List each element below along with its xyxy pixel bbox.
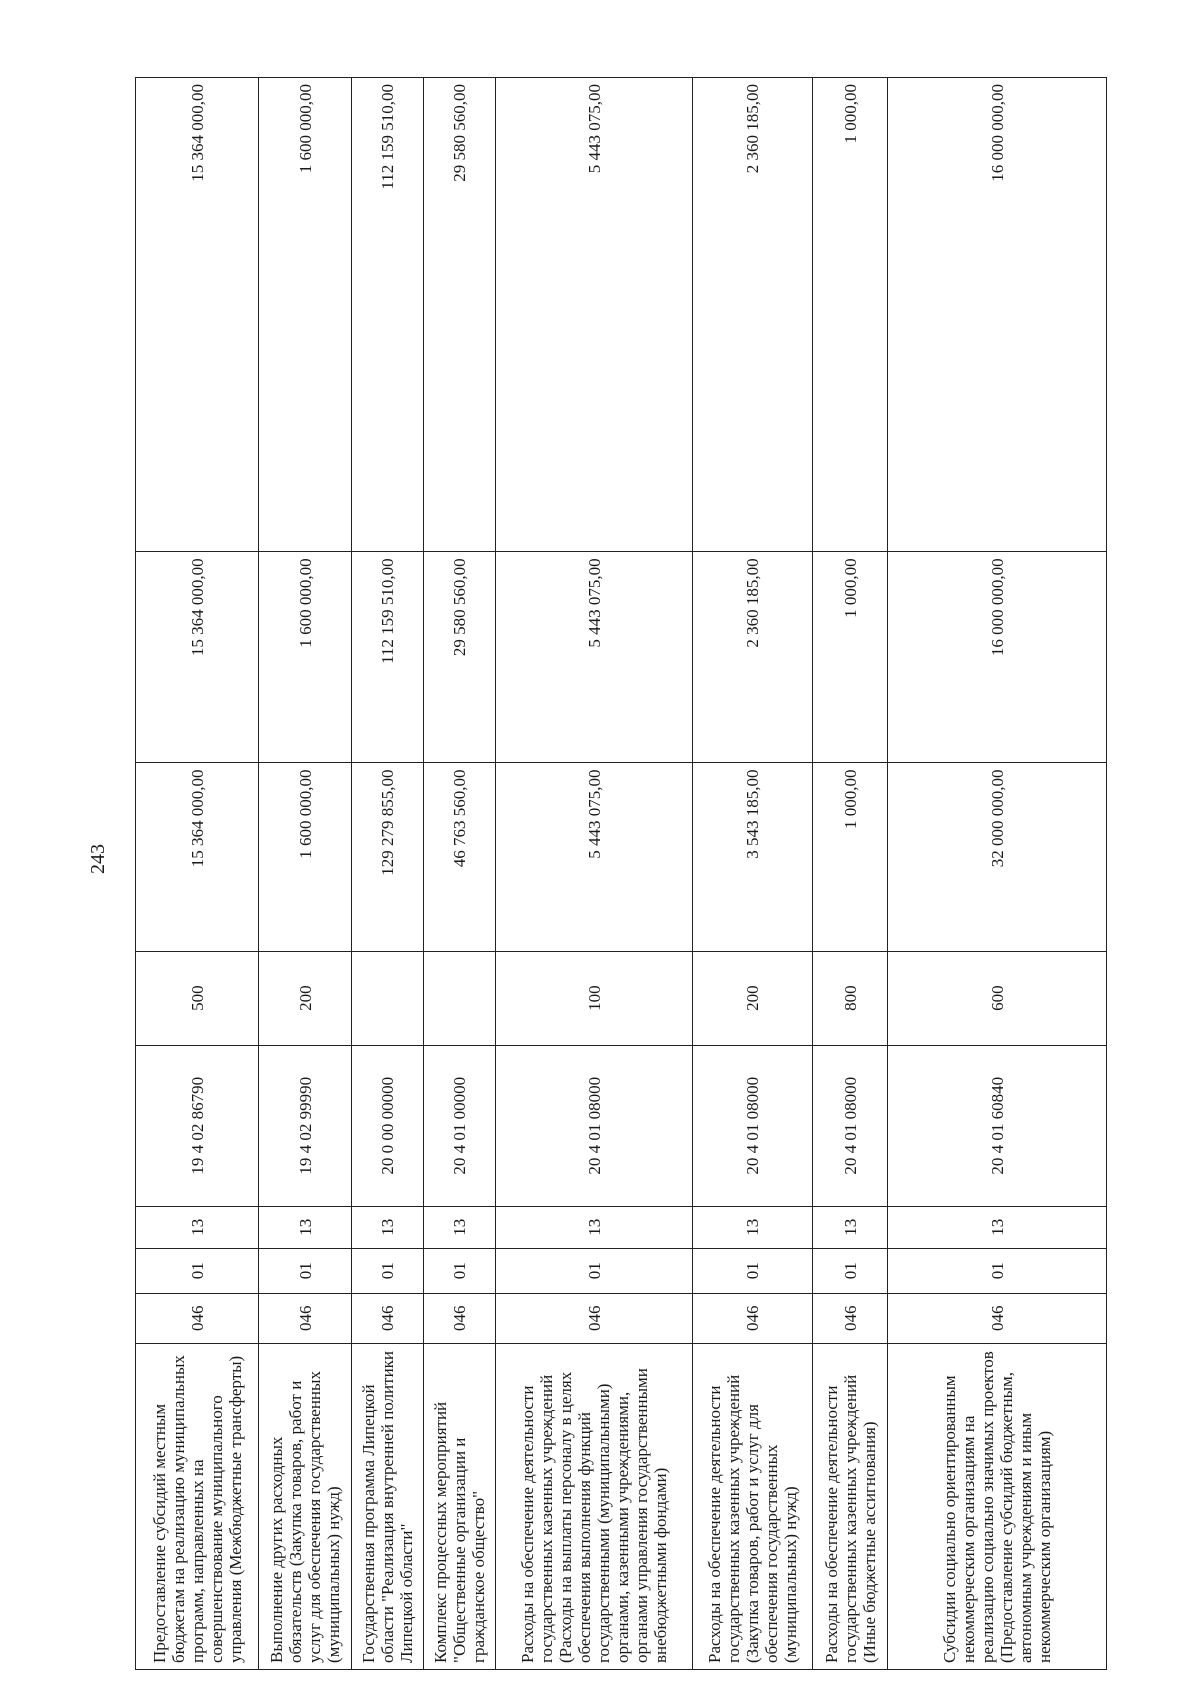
csr-code: 19 4 02 86790 [136,1045,259,1206]
csr-code: 20 4 01 08000 [496,1045,693,1206]
table-row [352,78,424,1670]
amount-year-3: 1 600 000,00 [259,78,352,552]
rz-code: 01 [352,1248,424,1293]
vr-code [352,951,424,1045]
budget-table [135,77,1107,1670]
csr-code: 19 4 02 99990 [259,1045,352,1206]
amount-year-2: 16 000 000,00 [888,552,1107,763]
amount-year-2: 15 364 000,00 [136,552,259,763]
rz-code: 01 [693,1248,813,1293]
row-description: Субсидии социально ориентированным некоммерческим организациям на реализацию социально значимых проектов (Предоставление субсидий бюджетным, автономным учреждениям и иным некоммерческим организациям) [888,1343,1107,1669]
amount-year-1: 3 543 185,00 [693,763,813,951]
vr-code: 800 [813,951,888,1045]
gr-code: 046 [352,1293,424,1343]
row-description: Расходы на обеспечение деятельности государственных казенных учреждений (Иные бюджетные ассигнования) [813,1343,888,1669]
rz-code: 01 [888,1248,1107,1293]
table-row [888,78,1107,1670]
amount-year-1: 1 600 000,00 [259,763,352,951]
amount-year-2: 1 000,00 [813,552,888,763]
rz-code: 01 [136,1248,259,1293]
vr-code: 600 [888,951,1107,1045]
table-row [259,78,352,1670]
amount-year-1: 15 364 000,00 [136,763,259,951]
row-description: Комплекс процессных мероприятий "Общественные организации и гражданское общество" [424,1343,496,1669]
amount-year-1: 1 000,00 [813,763,888,951]
gr-code: 046 [693,1293,813,1343]
pr-code: 13 [424,1206,496,1248]
pr-code: 13 [888,1206,1107,1248]
vr-code: 200 [259,951,352,1045]
amount-year-3: 112 159 510,00 [352,78,424,552]
amount-year-2: 2 360 185,00 [693,552,813,763]
rotated-table-container [135,77,1106,1670]
gr-code: 046 [888,1293,1107,1343]
table-row [813,78,888,1670]
amount-year-3: 1 000,00 [813,78,888,552]
amount-year-2: 5 443 075,00 [496,552,693,763]
row-description: Расходы на обеспечение деятельности государственных казенных учреждений (Расходы на выплаты персоналу в целях обеспечения выполнения функций государственными (муниципальными) органами, казенными учреждениями, органами управления государственными внебюджетными фондами) [496,1343,693,1669]
table-row [136,78,259,1670]
amount-year-2: 29 580 560,00 [424,552,496,763]
amount-year-3: 15 364 000,00 [136,78,259,552]
amount-year-3: 29 580 560,00 [424,78,496,552]
amount-year-1: 129 279 855,00 [352,763,424,951]
vr-code: 100 [496,951,693,1045]
rz-code: 01 [259,1248,352,1293]
gr-code: 046 [136,1293,259,1343]
vr-code: 500 [136,951,259,1045]
page-number: 243 [87,844,109,874]
amount-year-2: 112 159 510,00 [352,552,424,763]
amount-year-2: 1 600 000,00 [259,552,352,763]
amount-year-1: 32 000 000,00 [888,763,1107,951]
gr-code: 046 [496,1293,693,1343]
gr-code: 046 [813,1293,888,1343]
pr-code: 13 [496,1206,693,1248]
gr-code: 046 [259,1293,352,1343]
csr-code: 20 4 01 08000 [813,1045,888,1206]
csr-code: 20 4 01 00000 [424,1045,496,1206]
table-row [424,78,496,1670]
pr-code: 13 [813,1206,888,1248]
amount-year-3: 16 000 000,00 [888,78,1107,552]
rz-code: 01 [496,1248,693,1293]
rz-code: 01 [424,1248,496,1293]
pr-code: 13 [136,1206,259,1248]
vr-code [424,951,496,1045]
row-description: Государственная программа Липецкой области "Реализация внутренней политики Липецкой области" [352,1343,424,1669]
row-description: Предоставление субсидий местным бюджетам на реализацию муниципальных программ, направленных на совершенствование муниципального управления (Межбюджетные трансферты) [136,1343,259,1669]
rz-code: 01 [813,1248,888,1293]
row-description: Расходы на обеспечение деятельности государственных казенных учреждений (Закупка товаров, работ и услуг для обеспечения государственных (муниципальных) нужд) [693,1343,813,1669]
vr-code: 200 [693,951,813,1045]
table-row [693,78,813,1670]
amount-year-3: 5 443 075,00 [496,78,693,552]
pr-code: 13 [693,1206,813,1248]
gr-code: 046 [424,1293,496,1343]
amount-year-3: 2 360 185,00 [693,78,813,552]
csr-code: 20 4 01 08000 [693,1045,813,1206]
table-row [496,78,693,1670]
row-description: Выполнение других расходных обязательств (Закупка товаров, работ и услуг для обеспечения государственных (муниципальных) нужд) [259,1343,352,1669]
csr-code: 20 4 01 60840 [888,1045,1107,1206]
amount-year-1: 46 763 560,00 [424,763,496,951]
pr-code: 13 [259,1206,352,1248]
pr-code: 13 [352,1206,424,1248]
amount-year-1: 5 443 075,00 [496,763,693,951]
csr-code: 20 0 00 00000 [352,1045,424,1206]
